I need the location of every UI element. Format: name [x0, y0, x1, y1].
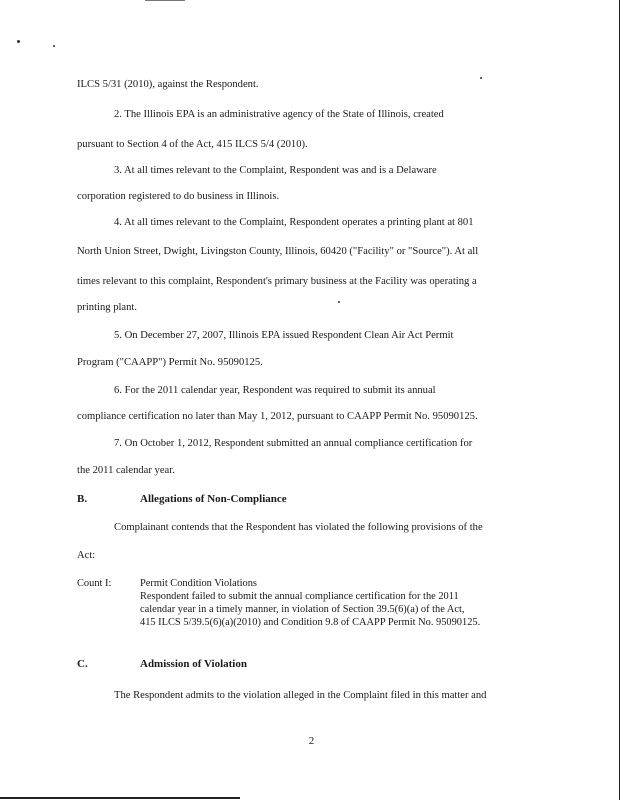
paragraph-1-line: ILCS 5/31 (2010), against the Respondent. — [77, 79, 259, 90]
scan-speck — [53, 45, 55, 47]
section-c-intro-line-1: The Respondent admits to the violation alleged in the Complaint filed in this matter and — [114, 690, 487, 701]
count-one-body-line-2: calendar year in a timely manner, in violation of Section 39.5(6)(a) of the Act, — [140, 604, 465, 615]
paragraph-4-line-4: printing plant. — [77, 302, 138, 313]
paragraph-6-line-1: 6. For the 2011 calendar year, Respondent was required to submit its annual — [114, 385, 436, 396]
scan-artifact-top — [145, 0, 185, 1]
count-one-title: Permit Condition Violations — [140, 578, 257, 589]
paragraph-7-line-2: the 2011 calendar year. — [77, 465, 175, 476]
scan-speck — [17, 40, 20, 43]
paragraph-7-line-1: 7. On October 1, 2012, Respondent submitted an annual compliance certification for — [114, 438, 473, 449]
paragraph-2-line-1: 2. The Illinois EPA is an administrative agency of the State of Illinois, created — [114, 109, 444, 120]
scan-artifact-right-edge — [619, 0, 620, 800]
scan-speck — [480, 77, 482, 79]
paragraph-5-line-1: 5. On December 27, 2007, Illinois EPA issued Respondent Clean Air Act Permit — [114, 330, 454, 341]
count-one-body-line-3: 415 ILCS 5/39.5(6)(a)(2010) and Condition 9.8 of CAAPP Permit No. 95090125. — [140, 617, 481, 628]
section-b-intro-line-2: Act: — [77, 550, 96, 561]
paragraph-6-line-2: compliance certification no later than May 1, 2012, pursuant to CAAPP Permit No. 95090125. — [77, 411, 478, 422]
section-b-intro-line-1: Complainant contends that the Respondent has violated the following provisions of the — [114, 522, 483, 533]
paragraph-2-line-2: pursuant to Section 4 of the Act, 415 ILCS 5/4 (2010). — [77, 139, 308, 150]
scan-artifact-bottom — [0, 797, 240, 799]
page-number: 2 — [308, 735, 315, 747]
count-one-body-line-1: Respondent failed to submit the annual compliance certification for the 2011 — [140, 591, 459, 602]
paragraph-4-line-3: times relevant to this complaint, Respondent's primary business at the Facility was operating a — [77, 276, 477, 287]
section-c-letter: C. — [77, 658, 88, 670]
section-b-heading: Allegations of Non-Compliance — [140, 493, 287, 505]
paragraph-3-line-1: 3. At all times relevant to the Complaint, Respondent was and is a Delaware — [114, 165, 437, 176]
paragraph-5-line-2: Program ("CAAPP") Permit No. 95090125. — [77, 357, 263, 368]
scan-speck — [338, 301, 340, 303]
paragraph-4-line-2: North Union Street, Dwight, Livingston County, Illinois, 60420 ("Facility" or "Source"). At all — [77, 246, 479, 257]
section-c-heading: Admission of Violation — [140, 658, 247, 670]
count-one-block — [140, 577, 480, 629]
paragraph-4-line-1: 4. At all times relevant to the Complaint, Respondent operates a printing plant at 801 — [114, 217, 474, 228]
paragraph-3-line-2: corporation registered to do business in Illinois. — [77, 191, 280, 202]
count-one-label: Count I: — [77, 578, 112, 589]
section-b-letter: B. — [77, 493, 88, 505]
